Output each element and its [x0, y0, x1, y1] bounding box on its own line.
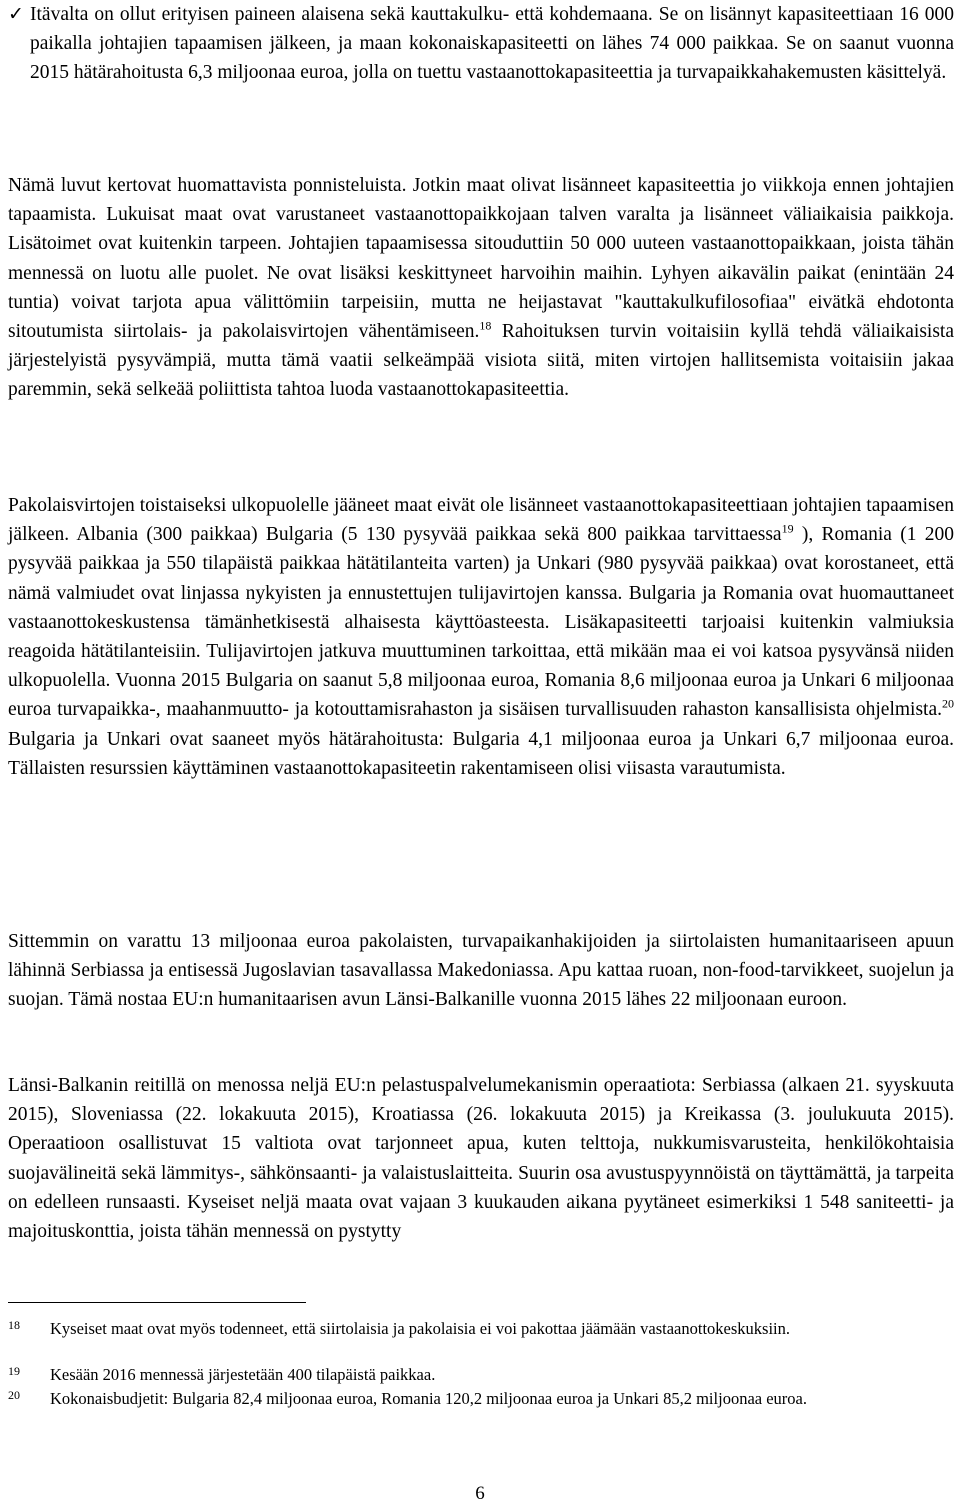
footnote-text: Kyseiset maat ovat myös todenneet, että siirtolaisia ja pakolaisia ei voi pakottaa jäämään vastaanottokeskuksiin. [50, 1319, 790, 1338]
paragraph-1: Nämä luvut kertovat huomattavista ponnisteluista. Jotkin maat olivat lisänneet kapasiteettia jo viikkoja ennen johtajien tapaamista. Lukuisat maat ovat varustaneet vastaanottopaikkojaan talven varalta ja lisänneet väliaikaisia paikkoja. Lisätoimet ovat kuitenkin tarpeen. Johtajien tapaamisessa sitouduttiin 50 000 uuteen vastaanottopaikkaan, joista tähän mennessä on luotu alle puolet. Ne ovat lisäksi keskittyneet harvoihin maihin. Lyhyen aikavälin paikat (enintään 24 tuntia) voivat tarjota apua välittömiin tarpeisiin, mutta ne heijastavat "kauttakulkufilosofiaa" eivätkä ehdotonta sitoutumista siirtolais- ja pakolaisvirtojen vähentämiseen.$^{18}$ Rahoituksen turvin voitaisiin kyllä tehdä väliaikaisista järjestelyistä pysyvämpiä, mutta tämä vaatii selkeämpää visiota siitä, miten virtojen hallitsemista voitaisiin jakaa paremmin, sekä selkeää poliittista tahtoa luoda vastaanottokapasiteettia. [8, 175, 954, 401]
footnote-number: 19 [8, 1364, 20, 1378]
footnote-ref-18: 18 [479, 318, 492, 333]
paragraph-4: Länsi-Balkanin reitillä on menossa neljä EU:n pelastuspalvelumekanismin operaatiota: Serbiassa (alkaen 21. syyskuuta 2015), Sloveniassa (22. lokakuuta 2015), Kroatiassa (26. lokakuuta 2015) ja Kreikassa (3. joulukuuta 2015). Operaatioon osallistuvat 15 valtiota ovat tarjonneet apua, kuten telttoja, nukkumisvarusteita, henkilökohtaisia suojavälineitä sekä lämmitys-, sähkönsaanti- ja valaistuslaitteita. Suurin osa avustuspyynnöistä on täyttämättä, ja tarpeita on edelleen runsaasti. Kyseiset neljä maata ovat vajaan 3 kuukauden aikana pyytäneet esimerkiksi 1 548 saniteetti- ja majoituskonttia, joista tähän mennessä on pystytty [8, 1075, 954, 1243]
check-icon: ✓ [8, 3, 24, 25]
paragraph-2: Pakolaisvirtojen toistaiseksi ulkopuolelle jääneet maat eivät ole lisänneet vastaanottokapasiteettiaan johtajien tapaamisen jälkeen. Albania (300 paikkaa) Bulgaria (5 130 pysyvää paikkaa sekä 800 paikkaa tarvittaessa$^{19}$ ), Romania (1 200 pysyvää paikkaa ja 550 tilapäistä paikkaa hätätilanteita varten) ja Unkari (980 pysyvää paikkaa) ovat korostaneet, että nämä valmiudet ovat linjassa nykyisten ja ennustettujen tulijavirtojen kanssa. Bulgaria ja Romania ovat huomauttaneet vastaanottokeskustensa tämänhetkisestä alhaisesta käyttöasteesta. Lisäkapasiteetti tarjoaisi kuitenkin valmiuksia reagoida hätätilanteisiin. Tulijavirtojen jatkuva muuttuminen tarkoittaa, että mikään maa ei voi katsoa pysyvänsä niiden ulkopuolella. Vuonna 2015 Bulgaria on saanut 5,8 miljoonaa euroa, Romania 8,6 miljoonaa euroa ja Unkari 6 miljoonaa euroa turvapaikka-, maahanmuutto- ja kotouttamisrahaston ja sisäisen turvallisuuden rahaston kansallisista ohjelmista.$^{20}$ Bulgaria ja Unkari ovat saaneet myös hätärahoitusta: Bulgaria 4,1 miljoonaa euroa ja Unkari 6,7 miljoonaa euroa. Tällaisten resurssien käyttäminen vastaanottokapasiteetin rakentamiseen olisi viisasta varautumista. [8, 495, 954, 779]
checklist-item-text: Itävalta on ollut erityisen paineen alaisena sekä kauttakulku- että kohdemaana. Se on lisännyt kapasiteettiaan 16 000 paikalla johtajien tapaamisen jälkeen, ja maan kokonaiskapasiteetti on lähes 74 000 paikkaa. Se on saanut vuonna 2015 hätärahoitusta 6,3 miljoonaa euroa, jolla on tuettu vastaanottokapasiteettia ja turvapaikkahakemusten käsittelyä. [30, 4, 954, 84]
paragraph-3: Sittemmin on varattu 13 miljoonaa euroa pakolaisten, turvapaikanhakijoiden ja siirtolaisten humanitaariseen apuun lähinnä Serbiassa ja entisessä Jugoslavian tasavallassa Makedoniassa. Apu kattaa ruoan, non-food-tarvikkeet, suojelun ja suojan. Tämä nostaa EU:n humanitaarisen avun Länsi-Balkanille vuonna 2015 lähes 22 miljoonaan euroon. [8, 931, 954, 1011]
footnote-18 [8, 1318, 954, 1339]
footnote-20 [8, 1388, 954, 1409]
checklist-item [8, 0, 954, 88]
footnote-19 [8, 1364, 954, 1385]
page-number: 6 [475, 1483, 485, 1504]
footnote-number: 18 [8, 1318, 20, 1332]
footnote-ref-19: 19 [781, 521, 794, 536]
footnote-number: 20 [8, 1388, 20, 1402]
footnote-text: Kesään 2016 mennessä järjestetään 400 tilapäistä paikkaa. [50, 1365, 436, 1384]
footnote-ref-20: 20 [942, 696, 954, 711]
footnote-text: Kokonaisbudjetit: Bulgaria 82,4 miljoonaa euroa, Romania 120,2 miljoonaa euroa ja Unkari 85,2 miljoonaa euroa. [50, 1389, 807, 1408]
footnote-separator [8, 1302, 306, 1303]
